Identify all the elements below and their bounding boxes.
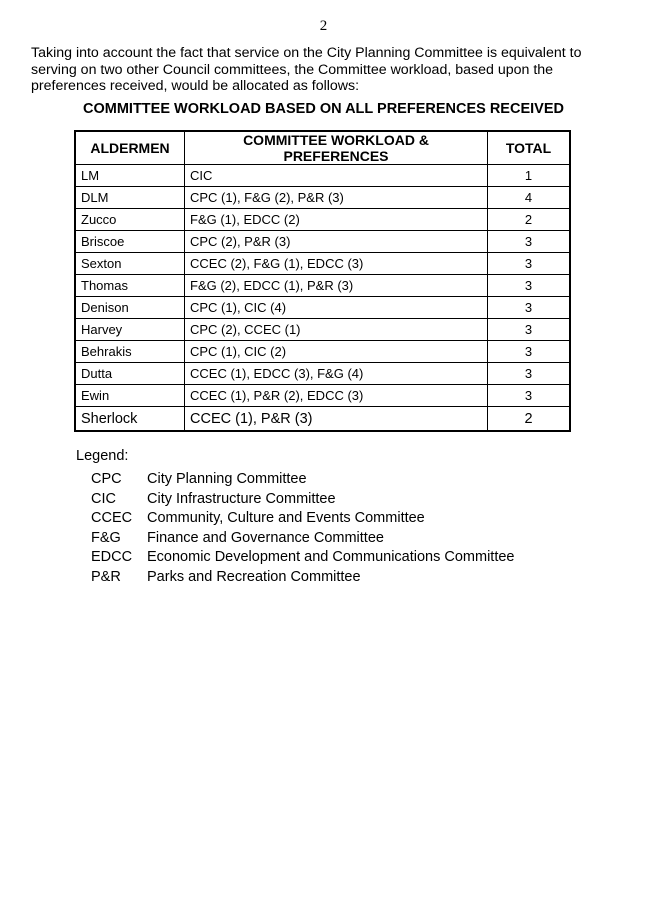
workload-table (74, 130, 571, 432)
committee-preferences: CCEC (1), P&R (2), EDCC (3) (185, 385, 488, 407)
header-total: TOTAL (488, 131, 571, 165)
legend-title: Legend: (76, 448, 129, 464)
committee-preferences: CPC (1), CIC (4) (185, 297, 488, 319)
committee-preferences: CPC (2), P&R (3) (185, 231, 488, 253)
table-title: COMMITTEE WORKLOAD BASED ON ALL PREFERENCES RECEIVED (83, 101, 564, 117)
workload-total: 3 (488, 385, 571, 407)
intro-line: Taking into account the fact that service on the City Planning Committee is equivalent to (31, 45, 582, 61)
table-row (75, 407, 570, 432)
table-row (75, 363, 570, 385)
committee-preferences: CCEC (1), EDCC (3), F&G (4) (185, 363, 488, 385)
committee-preferences: CPC (2), CCEC (1) (185, 319, 488, 341)
workload-total: 3 (488, 341, 571, 363)
table-row (75, 319, 570, 341)
committee-preferences: CCEC (1), P&R (3) (185, 407, 488, 432)
alderman-name: Sherlock (75, 407, 185, 432)
workload-total: 3 (488, 231, 571, 253)
workload-total: 1 (488, 165, 571, 187)
committee-preferences: CCEC (2), F&G (1), EDCC (3) (185, 253, 488, 275)
legend-description: Finance and Governance Committee (147, 529, 384, 546)
table-header-row (75, 131, 570, 165)
alderman-name: Behrakis (75, 341, 185, 363)
legend-item (91, 510, 515, 530)
alderman-name: Denison (75, 297, 185, 319)
intro-line: preferences received, would be allocated as follows: (31, 78, 360, 94)
alderman-name: Zucco (75, 209, 185, 231)
committee-preferences: F&G (1), EDCC (2) (185, 209, 488, 231)
legend-item (91, 549, 515, 569)
alderman-name: Harvey (75, 319, 185, 341)
workload-total: 3 (488, 297, 571, 319)
table-row (75, 297, 570, 319)
alderman-name: Sexton (75, 253, 185, 275)
alderman-name: Briscoe (75, 231, 185, 253)
alderman-name: Dutta (75, 363, 185, 385)
table-row (75, 231, 570, 253)
table-row (75, 341, 570, 363)
legend-abbreviation: P&R (91, 568, 121, 585)
legend-description: Economic Development and Communications Committee (147, 549, 515, 566)
workload-total: 3 (488, 275, 571, 297)
legend-abbreviation: CCEC (91, 510, 133, 527)
table-row (75, 275, 570, 297)
header-workload: COMMITTEE WORKLOAD & PREFERENCES (185, 131, 488, 165)
workload-total: 3 (488, 363, 571, 385)
table-row (75, 253, 570, 275)
workload-total: 4 (488, 187, 571, 209)
workload-total: 2 (488, 209, 571, 231)
legend-item (91, 569, 515, 589)
intro-line: serving on two other Council committees, the Committee workload, based upon the (31, 61, 554, 78)
legend-description: Community, Culture and Events Committee (147, 510, 425, 527)
legend-list (91, 471, 515, 589)
legend-abbreviation: CPC (91, 471, 122, 487)
table-row (75, 165, 570, 187)
workload-total: 2 (488, 407, 571, 432)
table-row (75, 385, 570, 407)
alderman-name: DLM (75, 187, 185, 209)
page-number: 2 (319, 18, 328, 34)
intro-paragraph (31, 45, 611, 95)
alderman-name: Thomas (75, 275, 185, 297)
legend-description: City Planning Committee (147, 471, 307, 487)
alderman-name: Ewin (75, 385, 185, 407)
legend-description: Parks and Recreation Committee (147, 568, 361, 585)
legend-item (91, 491, 515, 511)
legend-item (91, 471, 515, 491)
alderman-name: LM (75, 165, 185, 187)
legend-abbreviation: EDCC (91, 549, 133, 566)
committee-preferences: F&G (2), EDCC (1), P&R (3) (185, 275, 488, 297)
committee-preferences: CPC (1), CIC (2) (185, 341, 488, 363)
table-row (75, 187, 570, 209)
legend-item (91, 530, 515, 550)
committee-preferences: CIC (185, 165, 488, 187)
table-row (75, 209, 570, 231)
legend-abbreviation: CIC (91, 490, 116, 507)
committee-preferences: CPC (1), F&G (2), P&R (3) (185, 187, 488, 209)
legend-abbreviation: F&G (91, 529, 121, 546)
workload-total: 3 (488, 253, 571, 275)
workload-total: 3 (488, 319, 571, 341)
legend-description: City Infrastructure Committee (147, 490, 336, 507)
header-aldermen: ALDERMEN (75, 131, 185, 165)
